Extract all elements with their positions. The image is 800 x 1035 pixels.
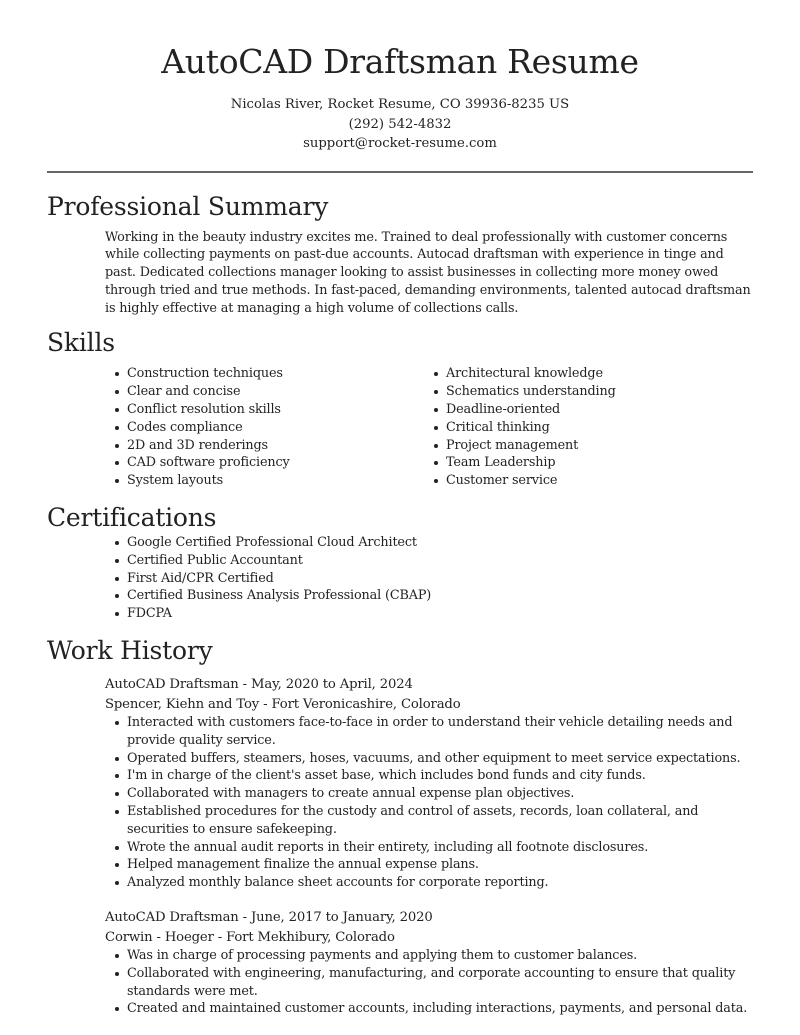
job-duty-item: Operated buffers, steamers, hoses, vacuums, and other equipment to meet service expectations. bbox=[47, 750, 753, 768]
section-work-history bbox=[47, 635, 753, 1018]
section-professional-summary bbox=[47, 191, 753, 318]
job-title-line bbox=[105, 675, 753, 695]
job-dates: June, 2017 to January, 2020 bbox=[251, 910, 433, 926]
certification-item: FDCPA bbox=[47, 605, 753, 623]
job-duty-item: I'm in charge of the client's asset base, which includes bond funds and city funds. bbox=[47, 767, 753, 785]
job-duty-item: Created and maintained customer accounts, including interactions, payments, and personal data. bbox=[47, 1000, 753, 1018]
certification-item: First Aid/CPR Certified bbox=[47, 570, 753, 588]
job-location: Fort Veronicashire, Colorado bbox=[271, 696, 461, 712]
certification-item: Certified Public Accountant bbox=[47, 552, 753, 570]
skill-item: CAD software proficiency bbox=[47, 454, 366, 472]
section-heading-work-history: Work History bbox=[47, 636, 213, 666]
separator: - bbox=[213, 929, 227, 945]
skill-item: Team Leadership bbox=[366, 454, 685, 472]
skill-item: Architectural knowledge bbox=[366, 365, 685, 383]
job-entry bbox=[47, 675, 753, 892]
separator: - bbox=[238, 677, 252, 693]
skill-item: Conflict resolution skills bbox=[47, 401, 366, 419]
separator: - bbox=[259, 696, 272, 712]
skill-item: Clear and concise bbox=[47, 383, 366, 401]
section-certifications bbox=[47, 502, 753, 623]
job-duties-list bbox=[47, 714, 753, 892]
job-location: Fort Mekhibury, Colorado bbox=[226, 929, 395, 945]
job-duty-item: Helped management finalize the annual expense plans. bbox=[47, 856, 753, 874]
job-duty-item: Analyzed monthly balance sheet accounts for corporate reporting. bbox=[47, 874, 753, 892]
skill-item: Customer service bbox=[366, 472, 685, 490]
summary-text: Working in the beauty industry excites me. Trained to deal professionally with customer concerns while collecting payments on past-due accounts. Autocad draftsman with experience in tinge and past. Dedicated collections manager looking to assist businesses in collecting more money owed through tried and true methods. In fast-paced, demanding environments, talented autocad draftsman is highly effective at managing a high volume of collections calls. bbox=[105, 229, 751, 316]
job-duty-item: Was in charge of processing payments and applying them to customer balances. bbox=[47, 947, 753, 965]
contact-info bbox=[47, 95, 753, 154]
skill-item: 2D and 3D renderings bbox=[47, 437, 366, 455]
contact-email: support@rocket-resume.com bbox=[303, 136, 497, 151]
skills-grid bbox=[47, 365, 753, 490]
contact-address: Nicolas River, Rocket Resume, CO 39936-8235 US bbox=[230, 97, 570, 112]
skill-item: Schematics understanding bbox=[366, 383, 685, 401]
section-heading-summary: Professional Summary bbox=[47, 191, 329, 221]
skill-item: Construction techniques bbox=[47, 365, 366, 383]
job-duty-item: Collaborated with managers to create annual expense plan objectives. bbox=[47, 785, 753, 803]
header-divider bbox=[47, 171, 753, 173]
job-duty-item: Collaborated with engineering, manufacturing, and corporate accounting to ensure that quality standards were met. bbox=[47, 965, 753, 1001]
skill-item: Deadline-oriented bbox=[366, 401, 685, 419]
skill-item: Critical thinking bbox=[366, 419, 685, 437]
job-company-line bbox=[105, 695, 753, 715]
section-heading-certifications: Certifications bbox=[47, 503, 217, 533]
certification-item: Certified Business Analysis Professional (CBAP) bbox=[47, 587, 753, 605]
certification-item: Google Certified Professional Cloud Architect bbox=[47, 534, 753, 552]
contact-phone: (292) 542-4832 bbox=[348, 116, 452, 132]
skill-item: System layouts bbox=[47, 472, 366, 490]
skill-item: Codes compliance bbox=[47, 419, 366, 437]
separator: - bbox=[238, 910, 252, 926]
skill-item: Project management bbox=[366, 437, 685, 455]
resume-title: AutoCAD Draftsman Resume bbox=[161, 42, 639, 81]
job-duty-item: Interacted with customers face-to-face in order to understand their vehicle detailing needs and provide quality service. bbox=[47, 714, 753, 750]
certifications-list bbox=[47, 534, 753, 623]
job-company: Spencer, Kiehn and Toy bbox=[105, 696, 260, 712]
job-duty-item: Wrote the annual audit reports in their entirety, including all footnote disclosures. bbox=[47, 839, 753, 857]
section-heading-skills: Skills bbox=[47, 328, 115, 358]
job-company-line bbox=[105, 928, 753, 948]
job-entry bbox=[47, 908, 753, 1018]
job-title-line bbox=[105, 908, 753, 928]
skills-list-right bbox=[366, 365, 685, 490]
job-title: AutoCAD Draftsman bbox=[105, 910, 239, 926]
skills-list-left bbox=[47, 365, 366, 490]
job-company: Corwin - Hoeger bbox=[105, 929, 214, 945]
section-skills bbox=[47, 327, 753, 490]
job-title: AutoCAD Draftsman bbox=[105, 677, 239, 693]
job-duty-item: Established procedures for the custody and control of assets, records, loan collateral, and securities to ensure safekeeping. bbox=[47, 803, 753, 839]
job-dates: May, 2020 to April, 2024 bbox=[251, 677, 413, 693]
job-duties-list bbox=[47, 947, 753, 1018]
